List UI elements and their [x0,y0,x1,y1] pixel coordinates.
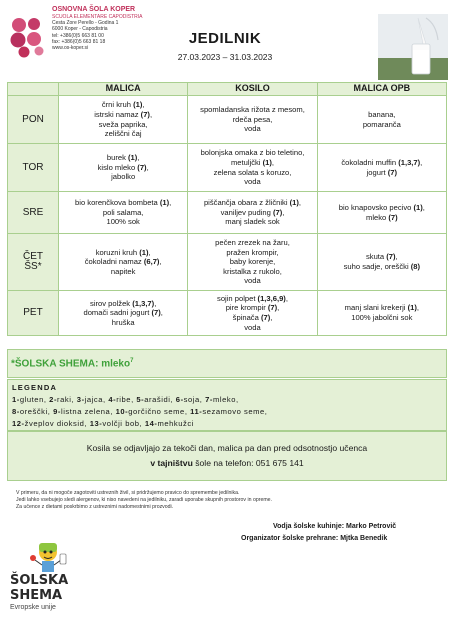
menu-item: voda [244,276,261,286]
table-row [8,96,447,144]
menu-item: sveža paprika, [98,119,148,129]
menu-item: domači sadni jogurt (7), [83,308,163,318]
menu-table [7,82,447,336]
menu-item: voda [244,322,261,332]
legend-title: LEGENDA [12,383,58,392]
menu-item: banana, [368,109,396,119]
table-row [8,291,447,336]
day-cell [8,192,59,234]
table-corner [8,83,59,96]
kitchen-head-signature: Vodja šolske kuhinje: Marko Petrovič [273,523,397,530]
day-cell [8,144,59,192]
menu-item: 100% sok [106,217,140,227]
malica-cell [59,234,188,291]
malica-cell [59,291,188,336]
address-line: fax: +386(0)5 663 81 18 [52,38,106,45]
menu-item: bio knapovsko pecivo (1), [338,202,425,212]
menu-item: hruška [111,317,135,327]
menu-item: mleko (7) [366,212,398,222]
address-line: 6000 Koper - Capodistria [52,26,108,33]
menu-item: jogurt (7) [366,167,398,177]
menu-item: pire krompir (7), [225,303,280,313]
menu-item: vaniljev puding (7), [220,207,285,217]
menu-item: bolonjska omaka z bio teletino, [200,148,305,158]
notice-line: Kosila se odjavljajo za tekoči dan, malica pa dan pred odsotnostjo učenca [86,443,368,453]
logo-word-solska: ŠOLSKA [10,573,69,588]
school-scheme-text: *ŠOLSKA SHEMA: mleko [11,358,131,370]
day-label: TOR [22,161,44,173]
menu-item: sojin polpet (1,3,6,9), [217,293,288,303]
logo-word-eu: Evropske unije [10,604,56,611]
notice-contact [7,458,447,468]
school-scheme-note [11,358,133,369]
malica-cell [59,96,188,144]
menu-item: manj slani krekerji (1), [344,303,419,313]
fine-print-line: Jedi lahko vsebujejo sledi alergenov, ki niso navedeni na jedilniku, zaradi uporabe skupnih prostorov in opreme. [16,497,272,503]
menu-item: kristalka z rukolo, [223,266,282,276]
kosilo-cell [188,144,317,192]
logo-word-shema: SHEMA [10,588,63,603]
notice-phone: šole na telefon: 051 675 141 [192,458,304,468]
menu-item: zelena solata s koruzo, [213,167,292,177]
date-range: 27.03.2023 – 31.03.2023 [177,52,273,62]
menu-item: skuta (7), [365,252,398,262]
kosilo-cell [188,96,317,144]
menu-item: istrski namaz (7), [94,109,153,119]
menu-item: metuljčki (1), [230,157,275,167]
opb-cell [317,234,446,291]
notice-bold: v tajništvu [150,458,193,468]
opb-cell [317,192,446,234]
day-cell [8,234,59,291]
opb-cell [317,291,446,336]
table-row [8,144,447,192]
menu-item: piščančja obara z žličniki (1), [203,198,302,208]
menu-item: spomladanska rižota z mesom, [200,105,305,115]
day-label: PET [23,307,43,319]
milk-glass-icon [378,14,448,80]
menu-item: kislo mleko (7), [97,162,149,172]
menu-item: voda [244,124,261,134]
address-line: www.os-koper.si [52,45,89,52]
table-row [8,192,447,234]
menu-item: črni kruh (1), [101,100,145,110]
address-line: tel: +386(0)5 663 81 00 [52,32,104,39]
school-logo-icon [10,16,46,58]
menu-item: jabolko [111,172,136,182]
address-line: Cesta Zore Perello - Godina 1 [52,20,119,27]
menu-item: zeliščni čaj [104,129,142,139]
menu-item: pražen krompir, [226,247,279,257]
column-header-kosilo: KOSILO [188,83,317,96]
malica-cell [59,144,188,192]
menu-item: bio korenčkova bombeta (1), [75,198,172,208]
kosilo-cell [188,234,317,291]
menu-item: koruzni kruh (1), [95,247,151,257]
cancellation-notice [7,431,447,481]
table-row [8,234,447,291]
menu-item: čokoladni muffin (1,3,7), [341,157,423,167]
menu-item: pomaranča [362,119,401,129]
nutrition-organizer-signature: Organizator šolske prehrane: Mjtka Benedik [241,535,388,542]
legend-line: 8-oreščki, 9-listna zelena, 10-gorčično seme, 11-sezamovo seme, [12,407,268,416]
column-header-malica-opb: MALICA OPB [317,83,446,96]
kosilo-cell [188,192,317,234]
day-cell [8,96,59,144]
menu-item: 100% jabolčni sok [351,313,413,322]
day-label: PON [22,113,44,125]
school-scheme-allergen: 7 [130,358,134,364]
day-label: ČET [23,251,43,263]
menu-item: sirov polžek (1,3,7), [90,298,157,308]
school-name: OSNOVNA ŠOLA KOPER [52,6,136,13]
menu-item: suho sadje, oreščki (8) [343,262,421,271]
opb-cell [317,96,446,144]
kosilo-cell [188,291,317,336]
column-header-malica: MALICA [59,83,188,96]
malica-cell [59,192,188,234]
menu-item: čokoladni namaz (6,7), [84,257,162,267]
menu-item: pečen zrezek na žaru, [215,238,290,248]
menu-item: napitek [110,266,136,276]
school-name-italian: SCUOLA ELEMENTARE CAPODISTRIA [52,14,143,20]
menu-item: voda [244,177,261,187]
legend-line: 1-gluten, 2-raki, 3-jajca, 4-ribe, 5-arašidi, 6-soja, 7-mleko, [12,395,239,404]
menu-item: špinača (7), [232,313,273,322]
opb-cell [317,144,446,192]
fine-print-line: Za učence z dietami poskrbimo z ustreznimi nadomestnimi prozvodi. [16,504,174,510]
legend-line: 12-žveplov dioksid, 13-volčji bob, 14-mehkužci [12,419,194,428]
menu-item: manj sladek sok [225,217,280,227]
day-sublabel: ŠS* [24,261,42,272]
table-header-row [8,83,447,96]
fine-print-line: V primeru, da ni mogoče zagotoviti ustreznih živil, si pridržujemo pravico do spremembe jedilnika. [16,490,240,496]
menu-item: poli salama, [102,207,144,217]
menu-item: rdeča pesa, [232,114,273,124]
page-title: JEDILNIK [188,30,262,47]
day-cell [8,291,59,336]
day-label: SRE [22,206,44,218]
menu-item: baby korenje, [229,257,276,267]
menu-item: burek (1), [106,153,140,163]
